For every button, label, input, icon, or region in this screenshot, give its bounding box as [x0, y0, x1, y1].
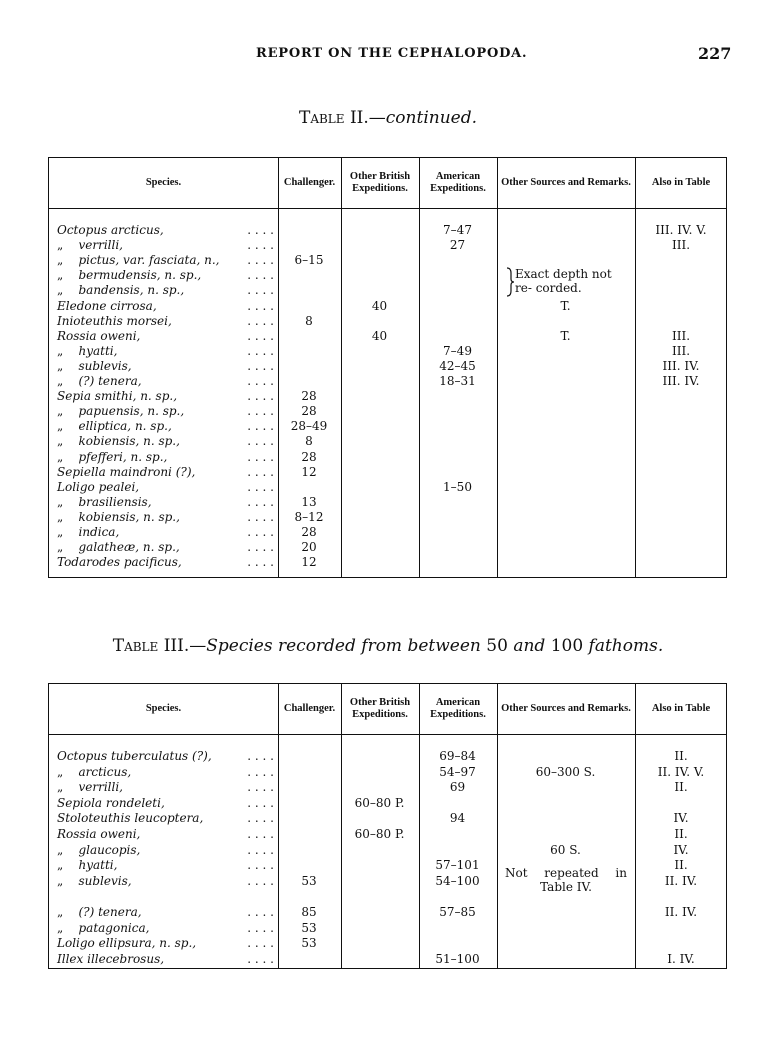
species-cell: Loligo ellipsura, n. sp., — [57, 936, 197, 951]
leader-dots: . . . . — [247, 464, 274, 479]
table-row — [49, 843, 726, 857]
table3-caption-dash: — — [189, 636, 207, 656]
table-row — [49, 465, 726, 479]
also-in-table-cell: II. — [674, 858, 688, 873]
leader-dots: . . . . — [247, 389, 274, 404]
col-other-british: Other British Expeditions. — [349, 171, 411, 194]
other-sources-cell: T. — [560, 298, 571, 313]
table-row — [49, 525, 726, 539]
table-row — [49, 952, 726, 966]
species-cell: „ verrilli, — [57, 780, 123, 795]
leader-dots: . . . . — [247, 540, 274, 555]
table-row — [49, 374, 726, 388]
leader-dots: . . . . — [247, 936, 274, 951]
table-row — [49, 299, 726, 313]
species-cell: „ elliptica, n. sp., — [57, 419, 172, 434]
col-challenger: Challenger. — [283, 177, 336, 188]
col-other-sources: Other Sources and Remarks. — [501, 177, 631, 188]
table3-caption-label: Table III. — [112, 636, 190, 656]
leader-dots: . . . . — [247, 905, 274, 919]
not-repeated-note: Not repeated in Table IV. — [505, 866, 627, 894]
other-british-cell: 60–80 P. — [354, 795, 405, 810]
col-american: American Expeditions. — [430, 171, 486, 194]
challenger-cell: 12 — [301, 555, 317, 570]
table-row — [49, 510, 726, 524]
leader-dots: . . . . — [247, 764, 274, 779]
species-cell: Inioteuthis morsei, — [57, 313, 172, 328]
species-cell: Octopus tuberculatus (?), — [57, 749, 212, 763]
also-in-table-cell: III. — [671, 328, 691, 343]
species-cell: „ (?) tenera, — [57, 905, 142, 919]
leader-dots: . . . . — [247, 827, 274, 841]
table-row — [49, 749, 726, 763]
species-cell: Loligo pealei, — [57, 479, 140, 494]
leader-dots: . . . . — [247, 253, 274, 268]
col-challenger: Challenger. — [283, 703, 336, 714]
challenger-cell: 28–49 — [290, 419, 328, 434]
col-american: American Expeditions. — [430, 697, 486, 720]
leader-dots: . . . . — [247, 374, 274, 388]
leader-dots: . . . . — [247, 858, 274, 873]
also-in-table-cell: III. IV. — [662, 374, 700, 388]
challenger-cell: 8 — [305, 434, 313, 449]
table-row — [49, 921, 726, 935]
table-row — [49, 450, 726, 464]
table-row — [49, 389, 726, 403]
species-cell: „ galatheæ, n. sp., — [57, 540, 180, 555]
species-cell: Eledone cirrosa, — [57, 298, 157, 313]
leader-dots: . . . . — [247, 842, 274, 857]
table3-caption-and: and — [513, 636, 546, 656]
american-cell: 1–50 — [443, 479, 472, 494]
leader-dots: . . . . — [247, 449, 274, 464]
leader-dots: . . . . — [247, 434, 274, 449]
species-cell: „ pfefferi, n. sp., — [57, 449, 168, 464]
col-also-in-table: Also in Table — [651, 177, 711, 188]
species-cell: Illex illecebrosus, — [57, 951, 165, 966]
table2-caption-continued: —continued. — [368, 108, 477, 128]
american-cell: 69 — [449, 780, 466, 795]
also-in-table-cell: II. — [674, 827, 688, 841]
leader-dots: . . . . — [247, 404, 274, 419]
table-row — [49, 404, 726, 418]
also-in-table-cell: II. IV. — [664, 873, 698, 888]
also-in-table-cell: IV. — [673, 842, 689, 857]
table-row — [49, 314, 726, 328]
page-number: 227 — [698, 44, 732, 63]
leader-dots: . . . . — [247, 873, 274, 888]
challenger-cell: 85 — [301, 905, 317, 919]
table-row — [49, 329, 726, 343]
also-in-table-cell: II. IV. V. — [657, 764, 705, 779]
table-row — [49, 480, 726, 494]
leader-dots: . . . . — [247, 479, 274, 494]
challenger-cell: 53 — [301, 936, 317, 951]
table-row — [49, 419, 726, 433]
table-row — [49, 905, 726, 919]
table-row — [49, 359, 726, 373]
species-cell: „ (?) tenera, — [57, 374, 142, 388]
other-sources-cell: T. — [560, 328, 571, 343]
american-cell: 94 — [449, 811, 466, 826]
table-row — [49, 495, 726, 509]
leader-dots: . . . . — [247, 223, 274, 237]
leader-dots: . . . . — [247, 494, 274, 509]
leader-dots: . . . . — [247, 509, 274, 524]
species-cell: „ kobiensis, n. sp., — [57, 509, 180, 524]
col-other-sources: Other Sources and Remarks. — [501, 703, 631, 714]
table3-caption-num-2: 100 — [550, 636, 584, 656]
american-cell: 54–97 — [439, 764, 476, 779]
table-row — [49, 780, 726, 794]
american-cell: 7–49 — [443, 343, 472, 358]
american-cell: 7–47 — [443, 223, 472, 237]
leader-dots: . . . . — [247, 555, 274, 570]
challenger-cell: 28 — [301, 389, 317, 404]
species-cell: „ bandensis, n. sp., — [57, 283, 185, 298]
table3 — [48, 683, 727, 969]
species-cell: Todarodes pacificus, — [57, 555, 182, 570]
leader-dots: . . . . — [247, 419, 274, 434]
species-cell: Sepia smithi, n. sp., — [57, 389, 178, 404]
species-cell: „ indica, — [57, 525, 120, 539]
leader-dots: . . . . — [247, 951, 274, 966]
table-row — [49, 555, 726, 569]
table-row — [49, 796, 726, 810]
species-cell: Octopus arcticus, — [57, 223, 164, 237]
american-cell: 54–100 — [435, 873, 480, 888]
table-row — [49, 223, 726, 237]
table3-caption — [0, 636, 776, 656]
table2-header — [49, 158, 726, 209]
leader-dots: . . . . — [247, 268, 274, 283]
species-cell: „ pictus, var. fasciata, n., — [57, 253, 220, 268]
challenger-cell: 20 — [301, 540, 317, 555]
species-cell: „ sublevis, — [57, 358, 132, 373]
running-header-title: REPORT ON THE CEPHALOPODA. — [256, 46, 528, 61]
also-in-table-cell: IV. — [673, 811, 689, 826]
also-in-table-cell: II. IV. — [664, 905, 698, 919]
table-row — [49, 238, 726, 252]
other-british-cell: 60–80 P. — [354, 827, 405, 841]
american-cell: 42–45 — [439, 358, 476, 373]
challenger-cell: 12 — [301, 464, 317, 479]
leader-dots: . . . . — [247, 238, 274, 253]
species-cell: „ hyatti, — [57, 858, 118, 873]
challenger-cell: 28 — [301, 449, 317, 464]
species-cell: Stoloteuthis leucoptera, — [57, 811, 204, 826]
table2 — [48, 157, 727, 578]
challenger-cell: 28 — [301, 525, 317, 539]
species-cell: „ papuensis, n. sp., — [57, 404, 185, 419]
species-cell: Rossia oweni, — [57, 328, 141, 343]
leader-dots: . . . . — [247, 795, 274, 810]
also-in-table-cell: III. IV. V. — [655, 223, 707, 237]
challenger-cell: 28 — [301, 404, 317, 419]
challenger-cell: 8–12 — [294, 509, 324, 524]
table3-caption-text-2: fathoms. — [588, 636, 664, 656]
also-in-table-cell: III. — [671, 238, 691, 253]
leader-dots: . . . . — [247, 298, 274, 313]
leader-dots: . . . . — [247, 328, 274, 343]
table2-caption — [0, 108, 776, 128]
also-in-table-cell: III. — [671, 343, 691, 358]
species-cell: Sepiola rondeleti, — [57, 795, 165, 810]
species-cell: Rossia oweni, — [57, 827, 141, 841]
other-sources-cell: 60 S. — [550, 842, 581, 857]
species-cell: „ arcticus, — [57, 764, 132, 779]
american-cell: 69–84 — [439, 749, 476, 763]
american-cell: 18–31 — [439, 374, 476, 388]
species-cell: „ glaucopis, — [57, 842, 141, 857]
col-other-british: Other British Expeditions. — [349, 697, 411, 720]
table3-caption-text-1: Species recorded from between — [206, 636, 481, 656]
species-cell: „ bermudensis, n. sp., — [57, 268, 202, 283]
col-also-in-table: Also in Table — [651, 703, 711, 714]
col-species: Species. — [145, 177, 182, 188]
table-row — [49, 765, 726, 779]
table-row — [49, 540, 726, 554]
table-row — [49, 344, 726, 358]
also-in-table-cell: II. — [674, 749, 688, 763]
leader-dots: . . . . — [247, 780, 274, 795]
species-cell: „ hyatti, — [57, 343, 118, 358]
species-cell: „ kobiensis, n. sp., — [57, 434, 180, 449]
other-sources-cell: 60–300 S. — [535, 764, 596, 779]
leader-dots: . . . . — [247, 343, 274, 358]
table3-caption-num-1: 50 — [486, 636, 508, 656]
american-cell: 57–85 — [439, 905, 476, 919]
table-row — [49, 253, 726, 267]
leader-dots: . . . . — [247, 525, 274, 539]
leader-dots: . . . . — [247, 283, 274, 298]
species-cell: „ brasiliensis, — [57, 494, 152, 509]
col-species: Species. — [145, 703, 182, 714]
challenger-cell: 8 — [305, 313, 313, 328]
also-in-table-cell: III. IV. — [662, 358, 700, 373]
table-row — [49, 811, 726, 825]
also-in-table-cell: II. — [674, 780, 688, 795]
challenger-cell: 53 — [301, 873, 317, 888]
leader-dots: . . . . — [247, 358, 274, 373]
other-british-cell: 40 — [371, 328, 388, 343]
leader-dots: . . . . — [247, 313, 274, 328]
table-row — [49, 434, 726, 448]
table3-header — [49, 684, 726, 735]
also-in-table-cell: I. IV. — [667, 951, 695, 966]
leader-dots: . . . . — [247, 920, 274, 935]
table2-caption-label: Table II. — [298, 108, 369, 128]
species-cell: „ sublevis, — [57, 873, 132, 888]
species-cell: Sepiella maindroni (?), — [57, 464, 196, 479]
challenger-cell: 13 — [301, 494, 317, 509]
challenger-cell: 6–15 — [294, 253, 324, 268]
american-cell: 27 — [449, 238, 466, 253]
species-cell: „ patagonica, — [57, 920, 150, 935]
species-cell: „ verrilli, — [57, 238, 123, 253]
table-row — [49, 827, 726, 841]
leader-dots: . . . . — [247, 811, 274, 826]
american-cell: 51–100 — [435, 951, 480, 966]
brace-icon — [505, 267, 515, 300]
challenger-cell: 53 — [301, 920, 317, 935]
exact-depth-note: Exact depth not re- corded. — [515, 267, 612, 295]
table-row — [49, 936, 726, 950]
other-british-cell: 40 — [371, 298, 388, 313]
leader-dots: . . . . — [247, 749, 274, 763]
american-cell: 57–101 — [435, 858, 480, 873]
